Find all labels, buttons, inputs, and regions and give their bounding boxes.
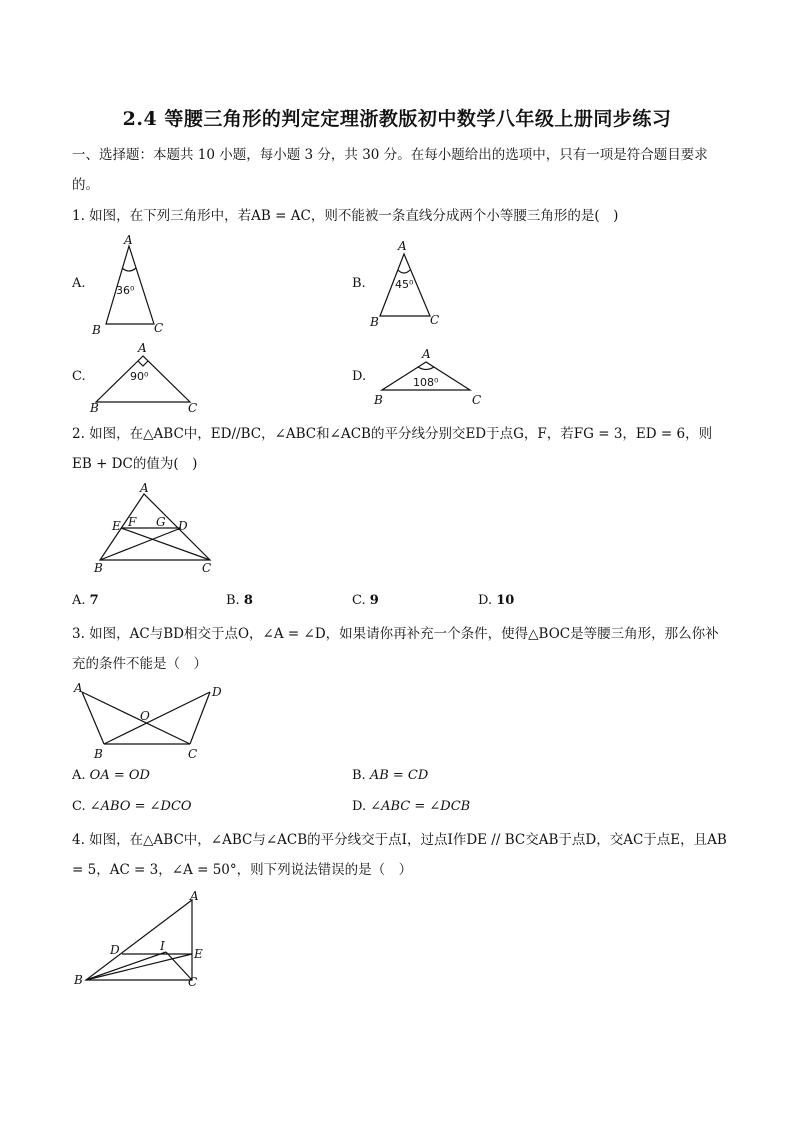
point-label-d: D (212, 685, 222, 699)
point-label-a: A (74, 681, 83, 695)
point-label-d: D (110, 943, 120, 957)
q2-option-a-value: 7 (89, 593, 99, 608)
angle-arc (398, 270, 410, 273)
q3-option-c-letter: C. (72, 799, 86, 814)
point-label-b: B (94, 747, 103, 761)
section-instructions-line1: 一、选择题：本题共 10 小题，每小题 3 分，共 30 分。在每小题给出的选项中，只有一项是符合题目要求 (72, 147, 708, 163)
angle-arc (138, 361, 148, 366)
q2-option-b (226, 593, 253, 608)
point-label-e: E (194, 947, 203, 961)
segment-bd (104, 692, 210, 744)
q3-option-c-value: ∠ABO = ∠DCO (89, 799, 192, 814)
vertex-label-b: B (370, 315, 379, 329)
q1-option-c-label: C. (72, 369, 86, 384)
point-label-b: B (74, 973, 83, 987)
point-label-o: O (140, 709, 150, 723)
q2-option-d-letter: D. (478, 593, 493, 608)
bisector-from-b (86, 952, 166, 980)
vertex-label-a: A (422, 347, 431, 361)
q3-option-c (72, 799, 192, 814)
question-2-figure (88, 482, 224, 578)
angle-arc (418, 367, 434, 370)
vertex-label-a: A (124, 233, 133, 247)
question-4-text-line1: 4. 如图，在△ABC中，∠ABC与∠ACB的平分线交于点I，过点I作DE // BC交AB于点D，交AC于点E，且AB (72, 832, 727, 848)
point-label-d: D (178, 519, 188, 533)
q3-option-b (352, 768, 428, 783)
segment-ac (82, 692, 190, 744)
point-label-a: A (190, 889, 199, 903)
q1-option-a-figure (86, 232, 176, 338)
vertex-label-c: C (430, 313, 440, 327)
q2-option-d-value: 10 (496, 593, 515, 608)
segment-be (86, 954, 192, 980)
q1-option-b-figure (366, 236, 456, 330)
angle-label: 45⁰ (395, 278, 414, 291)
q3-option-d-value: ∠ABC = ∠DCB (370, 799, 471, 814)
question-2-text-line2: EB + DC的值为( ) (72, 456, 198, 472)
triangle-abc (86, 900, 192, 980)
q3-option-b-letter: B. (352, 768, 366, 783)
q3-option-a (72, 768, 150, 783)
q2-option-c-value: 9 (369, 593, 379, 608)
vertex-label-b: B (94, 561, 103, 575)
vertex-label-c: C (472, 393, 482, 407)
question-3-text-line2: 充的条件不能是（ ） (72, 656, 207, 672)
vertex-label-b: B (92, 323, 101, 337)
q3-option-d (352, 799, 470, 814)
q1-option-b-label: B. (352, 276, 366, 291)
q1-option-d-figure (366, 346, 492, 408)
q1-option-a-label: A. (72, 276, 86, 291)
vertex-label-a: A (140, 481, 149, 495)
question-1-text: 1. 如图，在下列三角形中，若AB = AC，则不能被一条直线分成两个小等腰三角形的是( ) (72, 208, 619, 224)
q1-option-c-figure (86, 340, 206, 416)
vertex-label-a: A (138, 341, 147, 355)
q3-option-a-value: OA = OD (89, 768, 150, 783)
q2-option-d (478, 593, 514, 608)
point-label-f: F (128, 515, 137, 529)
q3-option-a-letter: A. (72, 768, 86, 783)
point-label-e: E (112, 519, 121, 533)
vertex-label-a: A (398, 239, 407, 253)
angle-label: 108⁰ (413, 376, 439, 389)
vertex-label-c: C (202, 561, 212, 575)
vertex-label-b: B (90, 401, 99, 415)
angle-arc (122, 268, 136, 271)
section-instructions-line2: 的。 (72, 177, 99, 193)
q2-option-c-letter: C. (352, 593, 366, 608)
page-title: 2.4 等腰三角形的判定定理浙教版初中数学八年级上册同步练习 (122, 108, 672, 130)
q3-option-d-letter: D. (352, 799, 367, 814)
angle-label: 90⁰ (130, 370, 149, 383)
q2-option-c (352, 593, 379, 608)
vertex-label-c: C (188, 401, 198, 415)
point-label-c: C (188, 747, 198, 761)
point-label-i: I (160, 939, 165, 953)
q1-option-d-label: D. (352, 369, 367, 384)
angle-label: 36⁰ (116, 284, 135, 297)
question-2-text-line1: 2. 如图，在△ABC中，ED//BC，∠ABC和∠ACB的平分线分别交ED于点G，F，若FG = 3，ED = 6，则 (72, 426, 713, 442)
q2-option-b-value: 8 (243, 593, 253, 608)
question-4-figure (72, 888, 212, 994)
segment-ab (82, 692, 104, 744)
point-label-c: C (188, 975, 198, 989)
vertex-label-c: C (154, 321, 164, 335)
vertex-label-b: B (374, 393, 383, 407)
question-4-text-line2: = 5，AC = 3，∠A = 50°，则下列说法错误的是（ ） (72, 862, 413, 878)
question-3-text-line1: 3. 如图，AC与BD相交于点O，∠A = ∠D，如果请你再补充一个条件，使得△BOC是等腰三角形，那么你补 (72, 626, 719, 642)
bisector-from-c (121, 528, 210, 560)
q2-option-a (72, 593, 99, 608)
question-3-figure (70, 680, 230, 762)
q2-option-b-letter: B. (226, 593, 240, 608)
q2-option-a-letter: A. (72, 593, 86, 608)
point-label-g: G (156, 515, 166, 529)
q3-option-b-value: AB = CD (369, 768, 429, 783)
